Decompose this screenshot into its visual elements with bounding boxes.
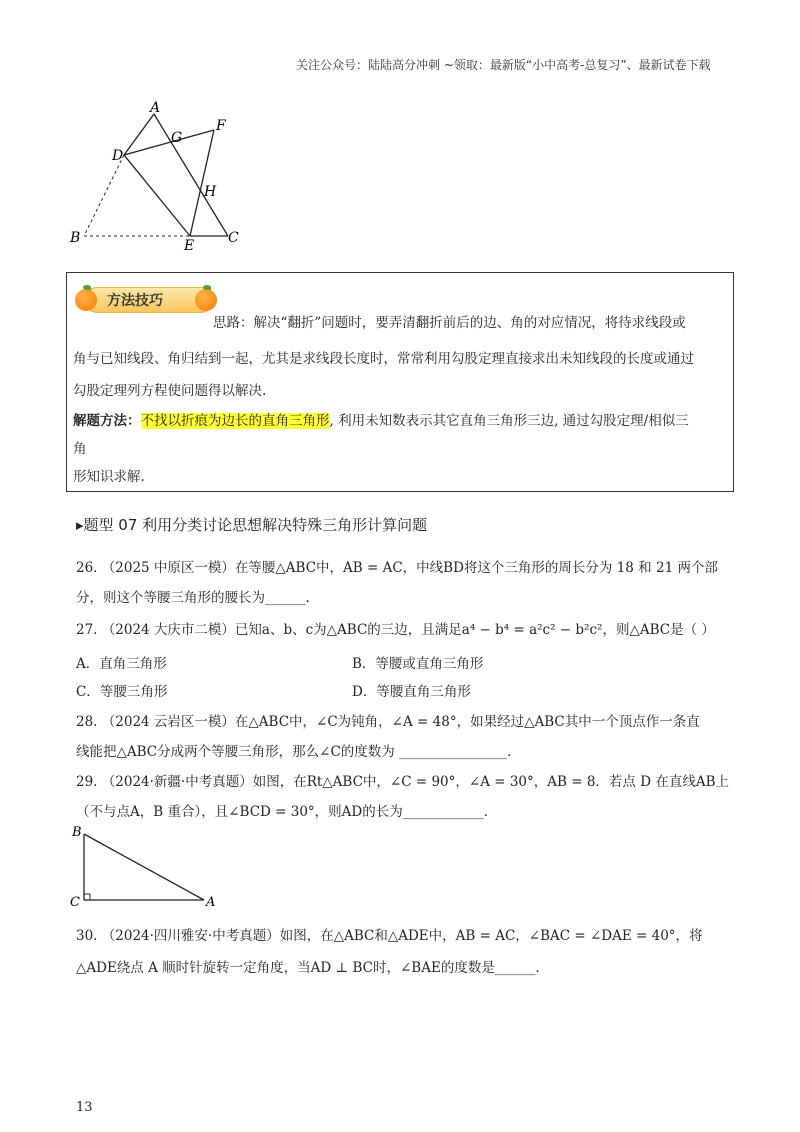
label-B: B [72,825,82,840]
method-line-4 [73,411,689,431]
right-triangle-figure [66,824,226,910]
label-B: B [70,230,81,246]
question-26-line-1: 26. （2025 中原区一模）在等腰△ABC中，AB = AC，中线BD将这个三角形的周长分为 18 和 21 两个部 [76,560,718,576]
option-c: C．等腰三角形 [76,684,168,700]
question-29-line-1: 29. （2024·新疆·中考真题）如图，在Rt△ABC中，∠C = 90°，∠A = 30°，AB = 8．若点 D 在直线AB上 [76,774,729,790]
section-title: ▸题型 07 利用分类讨论思想解决特殊三角形计算问题 [76,516,428,534]
option-b: B．等腰或直角三角形 [352,656,484,672]
label-F: F [216,118,226,134]
badge-label: 方法技巧 [107,293,163,309]
label-C: C [70,895,80,910]
page-number: 13 [76,1100,93,1115]
label-G: G [171,130,183,146]
page-header: 关注公众号：陆陆高分冲刺 ~领取：最新版“小中高考-总复习”、最新试卷下载 [296,58,711,72]
method-tips-box [66,272,734,492]
label-A: A [206,895,216,910]
label-E: E [184,238,195,252]
question-28-line-2: 线能把△ABC分成两个等腰三角形，那么∠C的度数为 ________________. [76,744,512,760]
label-D: D [112,148,124,164]
option-d: D．等腰直角三角形 [352,684,471,700]
question-29-line-2: （不与点A，B 重合），且∠BCD = 30°，则AD的长为____________. [76,804,489,820]
method-line-2: 角与已知线段、角归结到一起，尤其是求线段长度时，常常利用勾股定理直接求出未知线段的长度或通过 [73,351,694,367]
label-A: A [150,100,161,116]
question-26-line-2: 分，则这个等腰三角形的腰长为______. [76,590,310,606]
highlighted-text: 不找以折痕为边长的直角三角形 [140,413,330,429]
method-label: 解题方法： [73,413,141,429]
geometry-figure-folding [66,100,266,252]
question-27-line-1: 27. （2024 大庆市二模）已知a、b、c为△ABC的三边，且满足a⁴ − b⁴ = a²c² − b²c²，则△ABC是（ ） [76,622,715,638]
orange-icon [75,289,97,311]
method-line-5: 角 [73,441,87,457]
question-30-line-2: △ADE绕点 A 顺时针旋转一定角度，当AD ⊥ BC时，∠BAE的度数是______. [76,960,540,976]
method-line-1: 思路：解决“翻折”问题时，要弄清翻折前后的边、角的对应情况，将待求线段或 [213,315,686,331]
method-line-4-rest: , 利用未知数表示其它直角三角形三边, 通过勾股定理/相似三 [329,413,689,429]
option-a: A．直角三角形 [76,656,167,672]
question-30-line-1: 30. （2024·四川雅安·中考真题）如图，在△ABC和△ADE中，AB = AC，∠BAC = ∠DAE = 40°，将 [76,928,703,944]
question-28-line-1: 28. （2024 云岩区一模）在△ABC中，∠C为钝角，∠A = 48°，如果经过△ABC其中一个顶点作一条直 [76,714,700,730]
method-line-3: 勾股定理列方程使问题得以解决. [73,383,267,399]
orange-icon [195,289,217,311]
label-C: C [228,230,239,246]
label-H: H [204,184,217,200]
method-line-6: 形知识求解. [73,469,145,485]
